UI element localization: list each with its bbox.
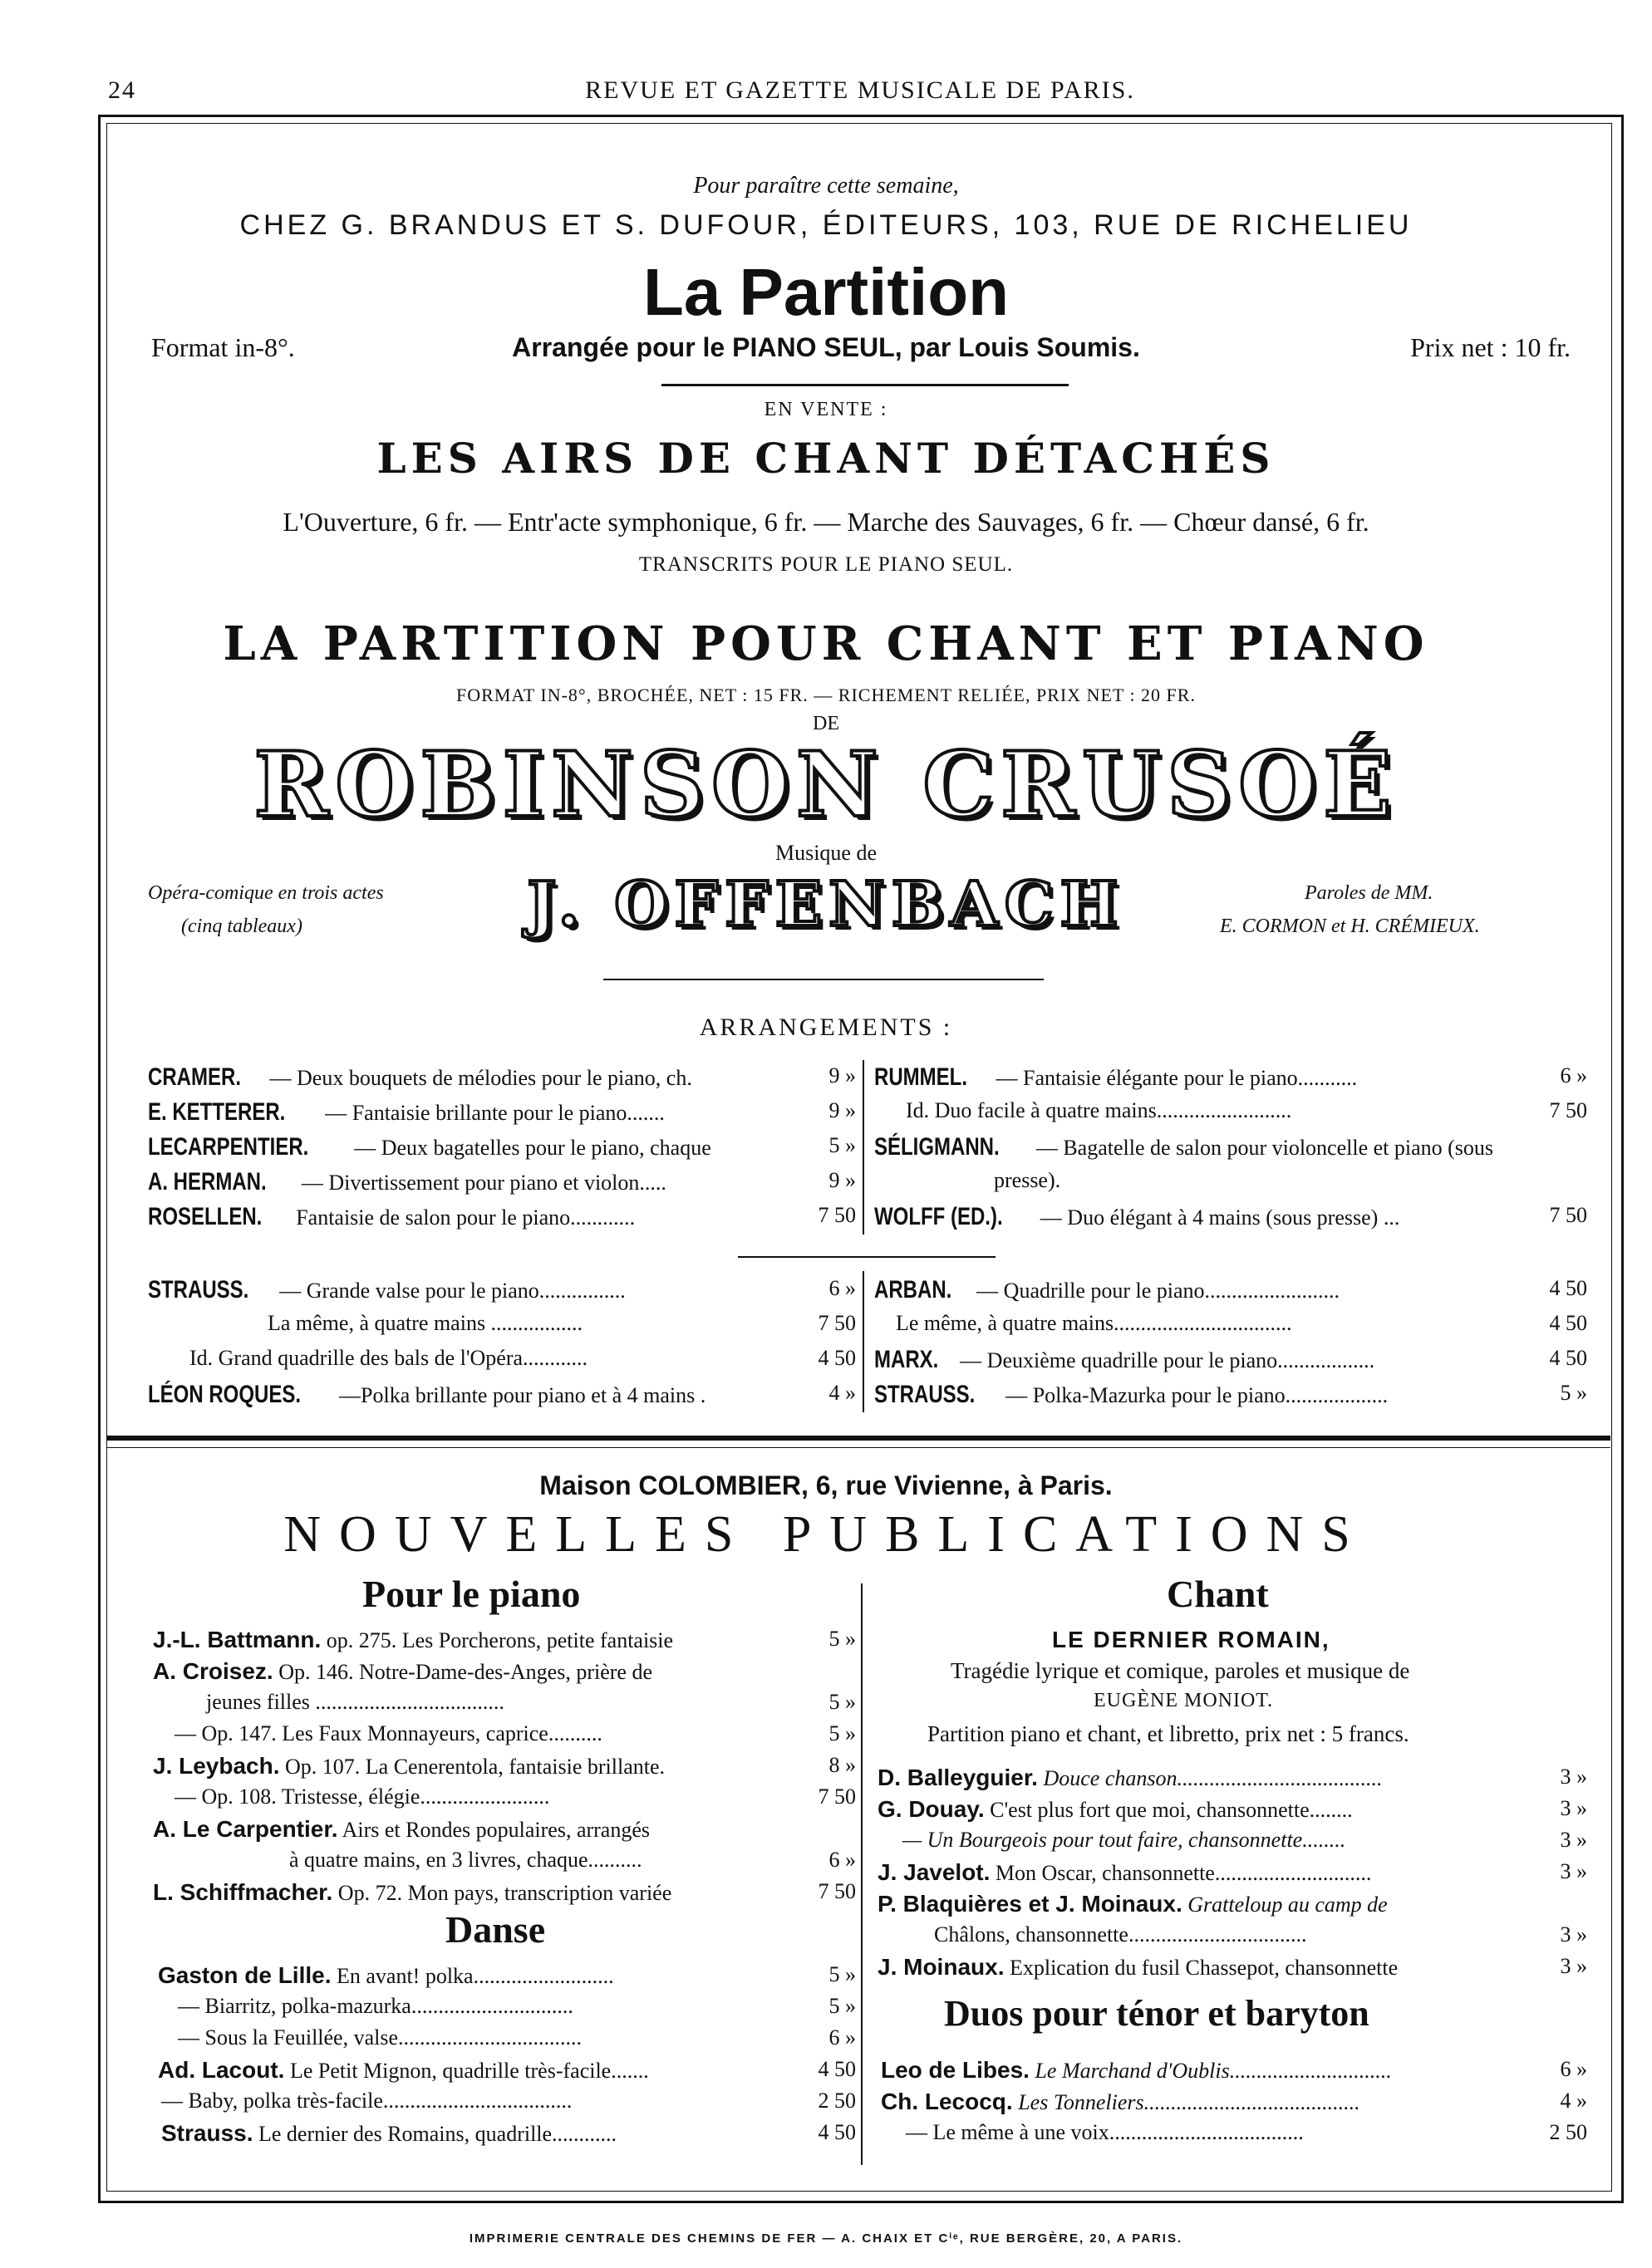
list-item: — Un Bourgeois pour tout faire, chansonnette........ bbox=[902, 1828, 1346, 1852]
price: 4 50 bbox=[818, 2120, 856, 2144]
musique-de: Musique de bbox=[774, 841, 878, 865]
partition-title: La Partition bbox=[642, 255, 1010, 329]
format-label: Format in-8°. bbox=[151, 332, 295, 362]
price: 3 » bbox=[1560, 1922, 1587, 1946]
publisher-line: CHEZ G. BRANDUS ET S. DUFOUR, ÉDITEURS, 103, RUE DE RICHELIEU bbox=[239, 209, 1413, 241]
price: 4 » bbox=[1560, 2089, 1587, 2113]
printer-footer: IMPRIMERIE CENTRALE DES CHEMINS DE FER — A. CHAIX ET Cⁱᵉ, RUE BERGÈRE, 20, A PARIS. bbox=[469, 2231, 1183, 2246]
list-item: A. HERMAN. — Divertissement pour piano et violon..... bbox=[148, 1168, 666, 1195]
divider bbox=[738, 1256, 996, 1258]
column-divider bbox=[861, 1583, 863, 2165]
list-item: CRAMER. — Deux bouquets de mélodies pour le piano, ch. bbox=[148, 1063, 692, 1091]
column-divider bbox=[863, 1060, 864, 1235]
price-label: Prix net : 10 fr. bbox=[1410, 332, 1571, 362]
price: 9 » bbox=[828, 1098, 856, 1122]
list-item: Châlons, chansonnette................................. bbox=[934, 1922, 1307, 1946]
airs-title: LES AIRS DE CHANT DÉTACHÉS bbox=[376, 434, 1276, 483]
partition-format: FORMAT IN-8°, BROCHÉE, NET : 15 FR. — RICHEMENT RELIÉE, PRIX NET : 20 FR. bbox=[456, 685, 1196, 705]
list-item: MARX. — Deuxième quadrille pour le piano.................. bbox=[874, 1346, 1375, 1373]
list-item: L. Schiffmacher. Op. 72. Mon pays, transcription variée bbox=[153, 1879, 672, 1905]
price: 7 50 bbox=[818, 1203, 856, 1227]
list-item: — Op. 147. Les Faux Monnayeurs, caprice.......... bbox=[175, 1721, 602, 1745]
list-item: J. Javelot. Mon Oscar, chansonnette............................. bbox=[878, 1859, 1372, 1885]
list-item: Gaston de Lille. En avant! polka.......................... bbox=[158, 1962, 614, 1988]
piano-heading: Pour le piano bbox=[362, 1573, 581, 1615]
dernier-romain-author: EUGÈNE MONIOT. bbox=[1094, 1690, 1274, 1711]
price: 5 » bbox=[1560, 1381, 1587, 1405]
price: 6 » bbox=[828, 1276, 856, 1300]
price: 3 » bbox=[1560, 1859, 1587, 1883]
arrangements-heading: ARRANGEMENTS : bbox=[699, 1014, 953, 1041]
list-item: La même, à quatre mains ................. bbox=[268, 1311, 583, 1335]
list-item: LECARPENTIER. — Deux bagatelles pour le piano, chaque bbox=[148, 1133, 711, 1161]
list-item: Le même, à quatre mains................................. bbox=[896, 1311, 1292, 1335]
price: 4 50 bbox=[818, 1346, 856, 1370]
price: 3 » bbox=[1560, 1828, 1587, 1852]
divider bbox=[661, 384, 1069, 386]
price: 4 50 bbox=[1549, 1276, 1587, 1300]
list-item: STRAUSS. — Grande valse pour le piano................ bbox=[148, 1276, 626, 1303]
price: 5 » bbox=[828, 1962, 856, 1986]
price: 9 » bbox=[828, 1063, 856, 1087]
price: 5 » bbox=[828, 1994, 856, 2018]
paroles-line1: Paroles de MM. bbox=[1305, 882, 1433, 904]
genre-line1: Opéra-comique en trois actes bbox=[148, 882, 384, 904]
de-label: DE bbox=[813, 713, 839, 734]
price: 4 50 bbox=[818, 2057, 856, 2081]
list-item: WOLFF (ED.). — Duo élégant à 4 mains (sous presse) ... bbox=[874, 1203, 1400, 1230]
pieces-list: L'Ouverture, 6 fr. — Entr'acte symphonique, 6 fr. — Marche des Sauvages, 6 fr. — Chœur dansé, 6 fr. bbox=[283, 507, 1369, 537]
list-item: presse). bbox=[994, 1168, 1061, 1192]
danse-heading: Danse bbox=[445, 1908, 546, 1951]
list-item: jeunes filles ................................... bbox=[206, 1690, 504, 1714]
price: 6 » bbox=[828, 2025, 856, 2050]
price: 9 » bbox=[828, 1168, 856, 1192]
ornament-rule bbox=[603, 979, 1044, 980]
announcement-intro: Pour paraître cette semaine, bbox=[693, 173, 959, 199]
list-item: G. Douay. C'est plus fort que moi, chansonnette........ bbox=[878, 1796, 1353, 1822]
price: 3 » bbox=[1560, 1765, 1587, 1789]
duos-heading: Duos pour ténor et baryton bbox=[944, 1993, 1369, 2034]
list-item: à quatre mains, en 3 livres, chaque.......... bbox=[289, 1848, 642, 1872]
price: 8 » bbox=[828, 1753, 856, 1777]
price: 3 » bbox=[1560, 1954, 1587, 1978]
list-item: Ch. Lecocq. Les Tonneliers........................................ bbox=[881, 2089, 1360, 2114]
price: 7 50 bbox=[818, 1784, 856, 1809]
arranged-by: Arrangée pour le PIANO SEUL, par Louis Soumis. bbox=[512, 332, 1140, 362]
journal-title: REVUE ET GAZETTE MUSICALE DE PARIS. bbox=[585, 76, 1135, 104]
list-item: E. KETTERER. — Fantaisie brillante pour le piano....... bbox=[148, 1098, 665, 1126]
list-item: Strauss. Le dernier des Romains, quadrille............ bbox=[161, 2120, 617, 2146]
en-vente: EN VENTE : bbox=[764, 399, 888, 420]
section-separator bbox=[106, 1436, 1610, 1441]
list-item: Ad. Lacout. Le Petit Mignon, quadrille très-facile....... bbox=[158, 2057, 649, 2083]
list-item: D. Balleyguier. Douce chanson...................................... bbox=[878, 1765, 1383, 1790]
price: 2 50 bbox=[818, 2089, 856, 2113]
dernier-romain-title: LE DERNIER ROMAIN, bbox=[1052, 1627, 1330, 1652]
list-item: — Le même à une voix.................................... bbox=[906, 2120, 1304, 2144]
price: 4 50 bbox=[1549, 1311, 1587, 1335]
list-item: A. Croisez. Op. 146. Notre-Dame-des-Anges, prière de bbox=[153, 1658, 652, 1684]
price: 5 » bbox=[828, 1690, 856, 1714]
price: 4 50 bbox=[1549, 1346, 1587, 1370]
list-item: — Op. 108. Tristesse, élégie........................ bbox=[175, 1784, 550, 1809]
price: 5 » bbox=[828, 1721, 856, 1745]
list-item: — Biarritz, polka-mazurka.............................. bbox=[178, 1994, 573, 2018]
list-item: Id. Grand quadrille des bals de l'Opéra............ bbox=[189, 1346, 588, 1370]
page-number: 24 bbox=[108, 76, 136, 104]
price: 5 » bbox=[828, 1133, 856, 1157]
price: 6 » bbox=[828, 1848, 856, 1872]
price: 7 50 bbox=[818, 1311, 856, 1335]
price: 3 » bbox=[1560, 1796, 1587, 1820]
price: 7 50 bbox=[818, 1879, 856, 1903]
list-item: RUMMEL. — Fantaisie élégante pour le piano........... bbox=[874, 1063, 1358, 1091]
list-item: STRAUSS. — Polka-Mazurka pour le piano................... bbox=[874, 1381, 1389, 1408]
section-separator-thin bbox=[106, 1447, 1610, 1448]
price: 2 50 bbox=[1549, 2120, 1587, 2144]
dernier-romain-desc: Tragédie lyrique et comique, paroles et musique de bbox=[951, 1658, 1410, 1683]
column-divider bbox=[863, 1271, 864, 1412]
nouvelles-publications: NOUVELLES PUBLICATIONS bbox=[283, 1506, 1369, 1563]
opera-title: ROBINSON CRUSOÉ bbox=[253, 733, 1399, 837]
dernier-romain-price: Partition piano et chant, et libretto, prix net : 5 francs. bbox=[927, 1721, 1409, 1746]
partition-chant-title: LA PARTITION POUR CHANT ET PIANO bbox=[223, 616, 1429, 671]
transcrits: TRANSCRITS POUR LE PIANO SEUL. bbox=[638, 553, 1014, 576]
price: 6 » bbox=[1560, 2057, 1587, 2081]
colombier-address: Maison COLOMBIER, 6, rue Vivienne, à Paris. bbox=[539, 1470, 1113, 1500]
list-item: — Baby, polka très-facile................................... bbox=[161, 2089, 573, 2113]
list-item: J. Leybach. Op. 107. La Cenerentola, fantaisie brillante. bbox=[153, 1753, 666, 1779]
chant-heading: Chant bbox=[1167, 1573, 1269, 1615]
price: 4 » bbox=[828, 1381, 856, 1405]
paroles-line2: E. CORMON et H. CRÉMIEUX. bbox=[1220, 916, 1480, 937]
list-item: Leo de Libes. Le Marchand d'Oublis.............................. bbox=[881, 2057, 1392, 2083]
price: 6 » bbox=[1560, 1063, 1587, 1087]
list-item: SÉLIGMANN. — Bagatelle de salon pour violoncelle et piano (sous bbox=[874, 1133, 1494, 1161]
list-item: ARBAN. — Quadrille pour le piano......................... bbox=[874, 1276, 1340, 1303]
list-item: J.-L. Battmann. op. 275. Les Porcherons, petite fantaisie bbox=[153, 1627, 674, 1652]
list-item: — Sous la Feuillée, valse.................................. bbox=[178, 2025, 583, 2050]
composer-name: J. OFFENBACH bbox=[527, 869, 1125, 940]
list-item: P. Blaquières et J. Moinaux. Gratteloup au camp de bbox=[878, 1891, 1388, 1917]
price: 7 50 bbox=[1549, 1203, 1587, 1227]
list-item: A. Le Carpentier. Airs et Rondes populaires, arrangés bbox=[153, 1816, 650, 1842]
list-item: J. Moinaux. Explication du fusil Chassepot, chansonnette bbox=[878, 1954, 1399, 1980]
price: 7 50 bbox=[1549, 1098, 1587, 1122]
list-item: ROSELLEN. Fantaisie de salon pour le piano............ bbox=[148, 1203, 636, 1230]
price: 5 » bbox=[828, 1627, 856, 1651]
list-item: LÉON ROQUES. —Polka brillante pour piano et à 4 mains . bbox=[148, 1381, 706, 1408]
list-item: Id. Duo facile à quatre mains......................... bbox=[906, 1098, 1292, 1122]
genre-line2: (cinq tableaux) bbox=[181, 916, 302, 937]
